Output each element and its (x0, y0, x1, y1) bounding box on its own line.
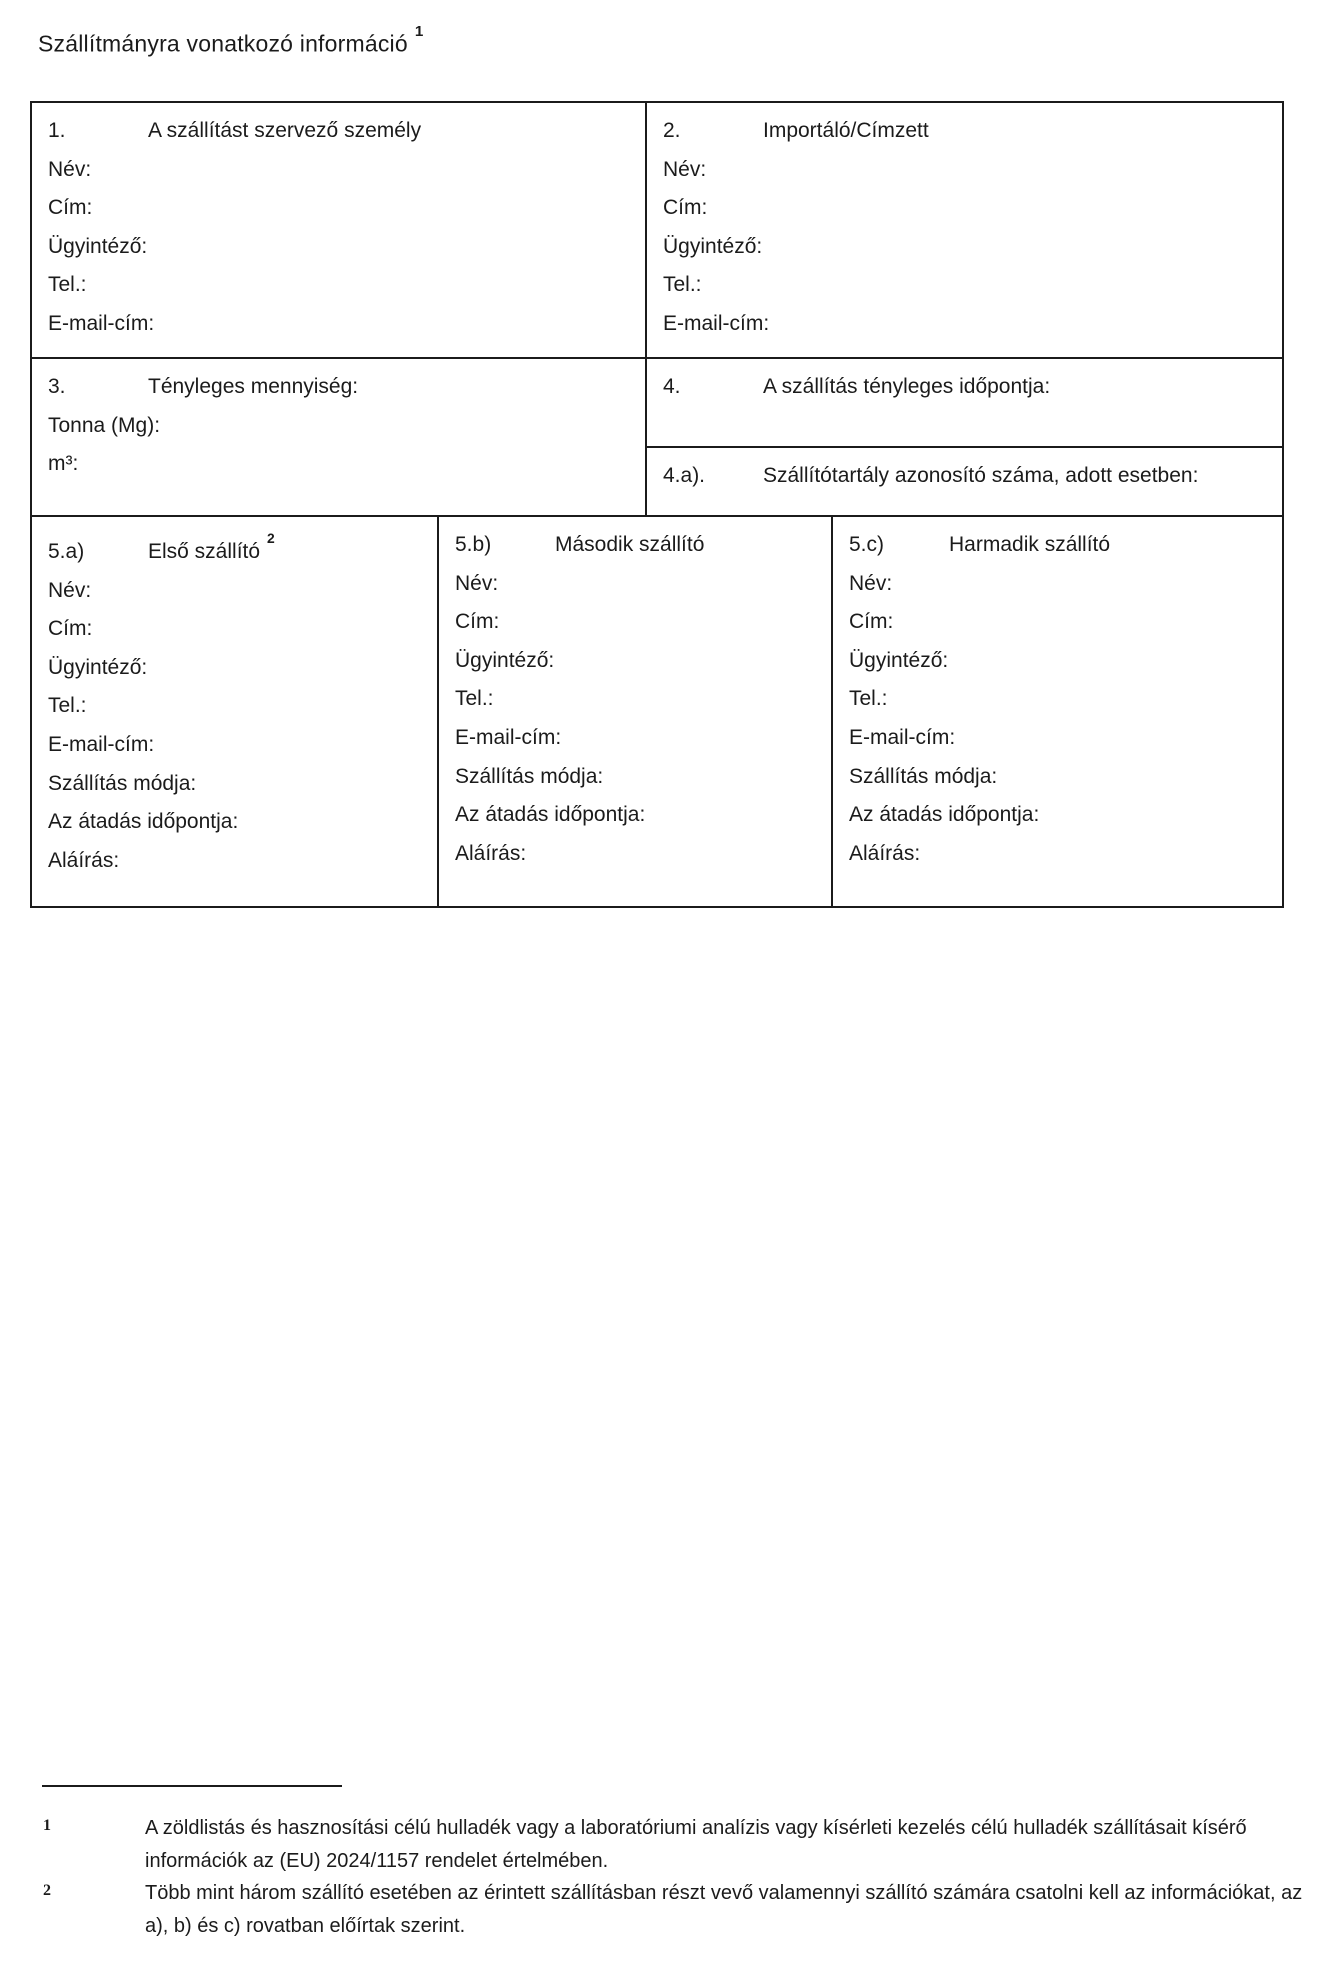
field-label-contact: Ügyintéző: (48, 655, 148, 679)
field-label-transport-mode: Szállítás módja: (455, 764, 604, 788)
cell-title: Importáló/Címzett (763, 119, 929, 142)
cell-shipment-organiser (32, 103, 647, 357)
cell-group-shipment-date (647, 359, 1282, 515)
cell-heading (48, 526, 427, 572)
field-label-address: Cím: (455, 610, 500, 634)
field-label-email: E-mail-cím: (663, 311, 770, 335)
footnotes (43, 1812, 1329, 1942)
cell-title (148, 526, 427, 572)
field-label-tel: Tel.: (48, 273, 87, 297)
cell-number: 2. (663, 119, 681, 142)
cell-container-id (647, 448, 1282, 515)
footnote-marker: 2 (43, 1882, 51, 1899)
field-label-address: Cím: (663, 196, 708, 220)
cell-heading (663, 457, 1272, 496)
cell-heading (455, 526, 821, 565)
document-title-text: Szállítmányra vonatkozó információ (38, 30, 408, 57)
field-label-address: Cím: (849, 610, 894, 634)
field-label-tel: Tel.: (455, 687, 494, 711)
field-label-address: Cím: (48, 617, 93, 641)
field-label-transport-mode: Szállítás módja: (849, 764, 998, 788)
cell-heading (663, 112, 1272, 151)
cell-number: 5.a) (48, 540, 85, 563)
cell-title: Tényleges mennyiség: (148, 375, 359, 398)
footnote-text: Több mint három szállító esetében az érintett szállításban részt vevő valamennyi szállító számára csatolni kell az információkat, az a), b) és c) rovatban előírtak szerint. (145, 1882, 1303, 1937)
field-label-email: E-mail-cím: (455, 725, 562, 749)
field-label-m3: m³: (48, 452, 79, 476)
field-label-name: Név: (48, 157, 92, 181)
field-label-signature: Aláírás: (849, 841, 921, 865)
cell-number: 3. (48, 375, 66, 398)
cell-number: 1. (48, 119, 66, 142)
cell-number: 4.a). (663, 464, 706, 487)
table-row-1 (32, 103, 1282, 359)
cell-heading (849, 526, 1272, 565)
cell-first-carrier (32, 517, 439, 906)
footnote-text: A zöldlistás és hasznosítási célú hulladék vagy a laboratóriumi analízis vagy kísérleti kezelés célú hulladék szállításait kísérő információk az (EU) 2024/1157 rendelet értelmében. (145, 1817, 1247, 1872)
cell-importer-consignee (647, 103, 1282, 357)
field-label-tel: Tel.: (663, 273, 702, 297)
field-label-email: E-mail-cím: (849, 725, 956, 749)
cell-second-carrier (439, 517, 833, 906)
cell-title: A szállítás tényleges időpontja: (763, 375, 1051, 398)
field-label-name: Név: (663, 157, 707, 181)
cell-heading (663, 368, 1272, 407)
cell-heading (48, 112, 635, 151)
cell-third-carrier (833, 517, 1282, 906)
field-label-name: Név: (455, 571, 499, 595)
table-row-2 (32, 359, 1282, 517)
footnote-2 (43, 1877, 1329, 1942)
field-label-tel: Tel.: (849, 687, 888, 711)
field-label-tonne: Tonna (Mg): (48, 413, 161, 437)
field-label-email: E-mail-cím: (48, 732, 155, 756)
field-label-transfer-date: Az átadás időpontja: (849, 803, 1040, 827)
field-label-transport-mode: Szállítás módja: (48, 771, 197, 795)
field-label-contact: Ügyintéző: (48, 234, 148, 258)
footnote-1 (43, 1812, 1329, 1877)
cell-actual-quantity (32, 359, 647, 515)
field-label-contact: Ügyintéző: (663, 234, 763, 258)
field-label-contact: Ügyintéző: (849, 648, 949, 672)
field-label-signature: Aláírás: (455, 841, 527, 865)
footnote-ref-2: 2 (267, 530, 275, 547)
cell-number: 5.c) (849, 533, 885, 556)
footnote-ref-1: 1 (414, 22, 424, 40)
field-label-contact: Ügyintéző: (455, 648, 555, 672)
cell-title-text: Első szállító (148, 540, 261, 563)
cell-title: A szállítást szervező személy (148, 119, 422, 142)
cell-number: 5.b) (455, 533, 492, 556)
shipment-info-table (30, 101, 1284, 908)
cell-title: Második szállító (555, 533, 705, 556)
field-label-tel: Tel.: (48, 694, 87, 718)
field-label-address: Cím: (48, 196, 93, 220)
field-label-transfer-date: Az átadás időpontja: (455, 803, 646, 827)
cell-number: 4. (663, 375, 681, 398)
cell-title: Harmadik szállító (949, 533, 1111, 556)
cell-actual-shipment-date (647, 359, 1282, 448)
footnote-marker: 1 (43, 1817, 51, 1834)
field-label-transfer-date: Az átadás időpontja: (48, 810, 239, 834)
cell-heading (48, 368, 635, 407)
table-row-3 (32, 517, 1282, 906)
field-label-name: Név: (849, 571, 893, 595)
footnote-separator (42, 1785, 342, 1787)
field-label-email: E-mail-cím: (48, 311, 155, 335)
cell-title: Szállítótartály azonosító száma, adott esetben: (763, 464, 1199, 487)
document-title (38, 22, 424, 58)
field-label-name: Név: (48, 578, 92, 602)
field-label-signature: Aláírás: (48, 848, 120, 872)
